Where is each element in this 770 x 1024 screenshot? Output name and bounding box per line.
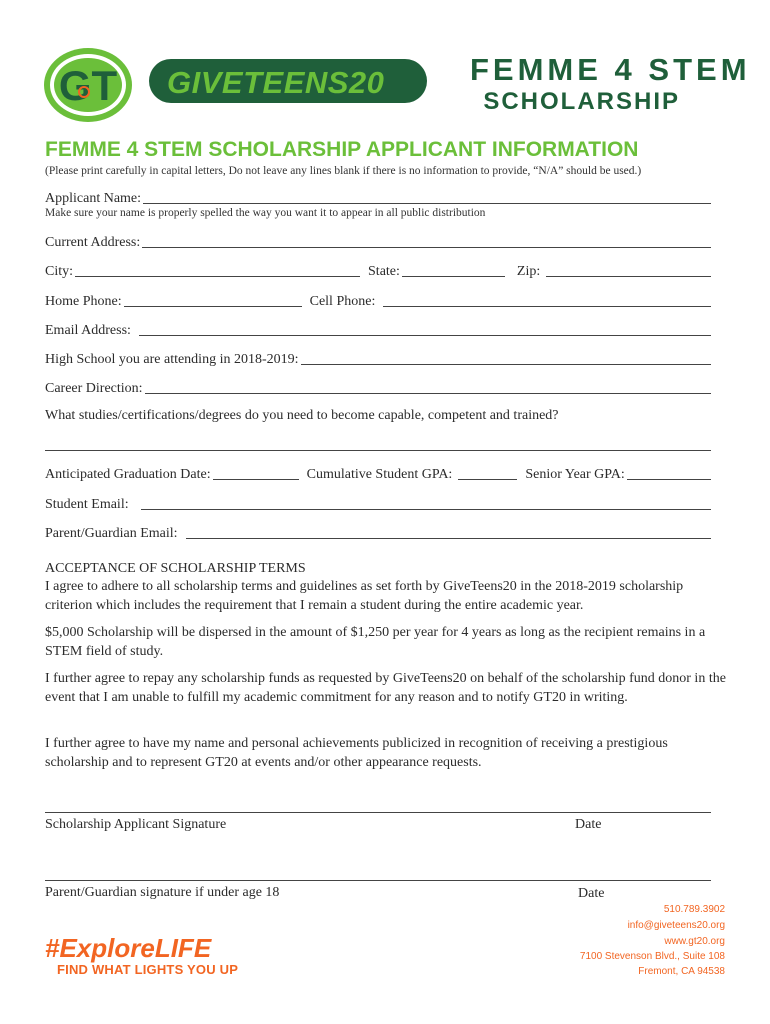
gpa-field[interactable]: [458, 465, 517, 480]
email-row: [45, 319, 711, 339]
high-school-field[interactable]: [301, 350, 711, 365]
gt-logo: [42, 46, 134, 124]
zip-field[interactable]: [546, 262, 711, 277]
zip-label: Zip:: [516, 264, 541, 279]
giveteens20-logo: [147, 55, 432, 107]
scholarship-title-line1: FEMME 4 STEM: [470, 52, 751, 87]
student-email-row: [45, 493, 711, 513]
form-instructions: (Please print carefully in capital letters, Do not leave any lines blank if there is no information to provide, “N/A” should be used.): [45, 165, 642, 177]
home-phone-field[interactable]: [124, 292, 302, 307]
email-field[interactable]: [139, 321, 711, 336]
explore-life-hashtag: #ExploreLIFE: [45, 933, 212, 963]
terms-paragraph-2: $5,000 Scholarship will be dispersed in the amount of $1,250 per year for 4 years as long as the recipient remains in a STEM field of study.: [45, 625, 706, 659]
cell-phone-label: Cell Phone:: [309, 294, 376, 309]
footer-tagline: FIND WHAT LIGHTS YOU UP: [57, 962, 239, 977]
high-school-row: [45, 348, 711, 368]
brand-name-text: GIVETEENS20: [167, 65, 385, 100]
scholarship-title-line2: SCHOLARSHIP: [483, 88, 680, 115]
student-email-field[interactable]: [141, 495, 711, 510]
career-field[interactable]: [145, 379, 711, 394]
parent-email-label: Parent/Guardian Email:: [45, 526, 178, 541]
cell-phone-field[interactable]: [383, 292, 711, 307]
high-school-label: High School you are attending in 2018-2019:: [45, 352, 299, 367]
parent-email-row: [45, 522, 711, 542]
city-state-zip-row: [45, 260, 711, 280]
gt-logo-text: GT: [58, 62, 118, 109]
state-label: State:: [368, 264, 400, 279]
graduation-gpa-row: [45, 463, 711, 483]
contact-website[interactable]: www.gt20.org: [664, 936, 725, 947]
applicant-name-note: Make sure your name is properly spelled the way you want it to appear in all public distribution: [45, 207, 486, 219]
terms-paragraph-4: I further agree to have my name and personal achievements publicized in recognition of receiving a prestigious scholarship and to represent GT20 at events and/or other appearance requests.: [45, 736, 668, 770]
applicant-signature-line[interactable]: [45, 812, 711, 813]
current-address-label: Current Address:: [45, 235, 141, 250]
contact-address-line2: Fremont, CA 94538: [638, 966, 725, 977]
form-heading: FEMME 4 STEM SCHOLARSHIP APPLICANT INFORMATION: [45, 138, 639, 161]
graduation-label: Anticipated Graduation Date:: [45, 467, 211, 482]
graduation-field[interactable]: [213, 465, 299, 480]
state-field[interactable]: [402, 262, 505, 277]
applicant-date-label: Date: [575, 817, 602, 832]
parent-signature-label: Parent/Guardian signature if under age 18: [45, 885, 280, 900]
studies-answer-field[interactable]: [45, 450, 711, 451]
parent-date-label: Date: [578, 886, 605, 901]
applicant-name-row: [45, 187, 711, 207]
applicant-signature-label: Scholarship Applicant Signature: [45, 817, 227, 832]
career-label: Career Direction:: [45, 381, 143, 396]
email-label: Email Address:: [45, 323, 131, 338]
contact-email[interactable]: info@giveteens20.org: [627, 920, 725, 931]
applicant-name-label: Applicant Name:: [45, 191, 142, 206]
senior-gpa-field[interactable]: [627, 465, 711, 480]
city-field[interactable]: [75, 262, 360, 277]
terms-paragraph-1: I agree to adhere to all scholarship terms and guidelines as set forth by GiveTeens20 in the 2018-2019 scholarship criterion which includes the requirement that I remain a student during the entire academic year.: [45, 579, 684, 613]
contact-phone[interactable]: 510.789.3902: [663, 904, 725, 915]
studies-question: What studies/certifications/degrees do you need to become capable, competent and trained?: [45, 408, 559, 423]
parent-signature-line[interactable]: [45, 880, 711, 881]
current-address-row: [45, 231, 711, 251]
gpa-label: Cumulative Student GPA:: [306, 467, 453, 482]
contact-address-line1: 7100 Stevenson Blvd., Suite 108: [579, 951, 725, 962]
phone-row: [45, 290, 711, 310]
city-label: City:: [45, 264, 74, 279]
senior-gpa-label: Senior Year GPA:: [525, 467, 625, 482]
terms-heading: ACCEPTANCE OF SCHOLARSHIP TERMS: [45, 561, 306, 576]
parent-email-field[interactable]: [186, 524, 711, 539]
applicant-name-field[interactable]: [143, 189, 711, 204]
career-row: [45, 377, 711, 397]
terms-paragraph-3: I further agree to repay any scholarship funds as requested by GiveTeens20 on behalf of the scholarship fund donor in the event that I am unable to fulfill my academic commitment for any reason and to notify GT20 in writing.: [45, 671, 726, 705]
home-phone-label: Home Phone:: [45, 294, 122, 309]
current-address-field[interactable]: [142, 233, 711, 248]
student-email-label: Student Email:: [45, 497, 129, 512]
